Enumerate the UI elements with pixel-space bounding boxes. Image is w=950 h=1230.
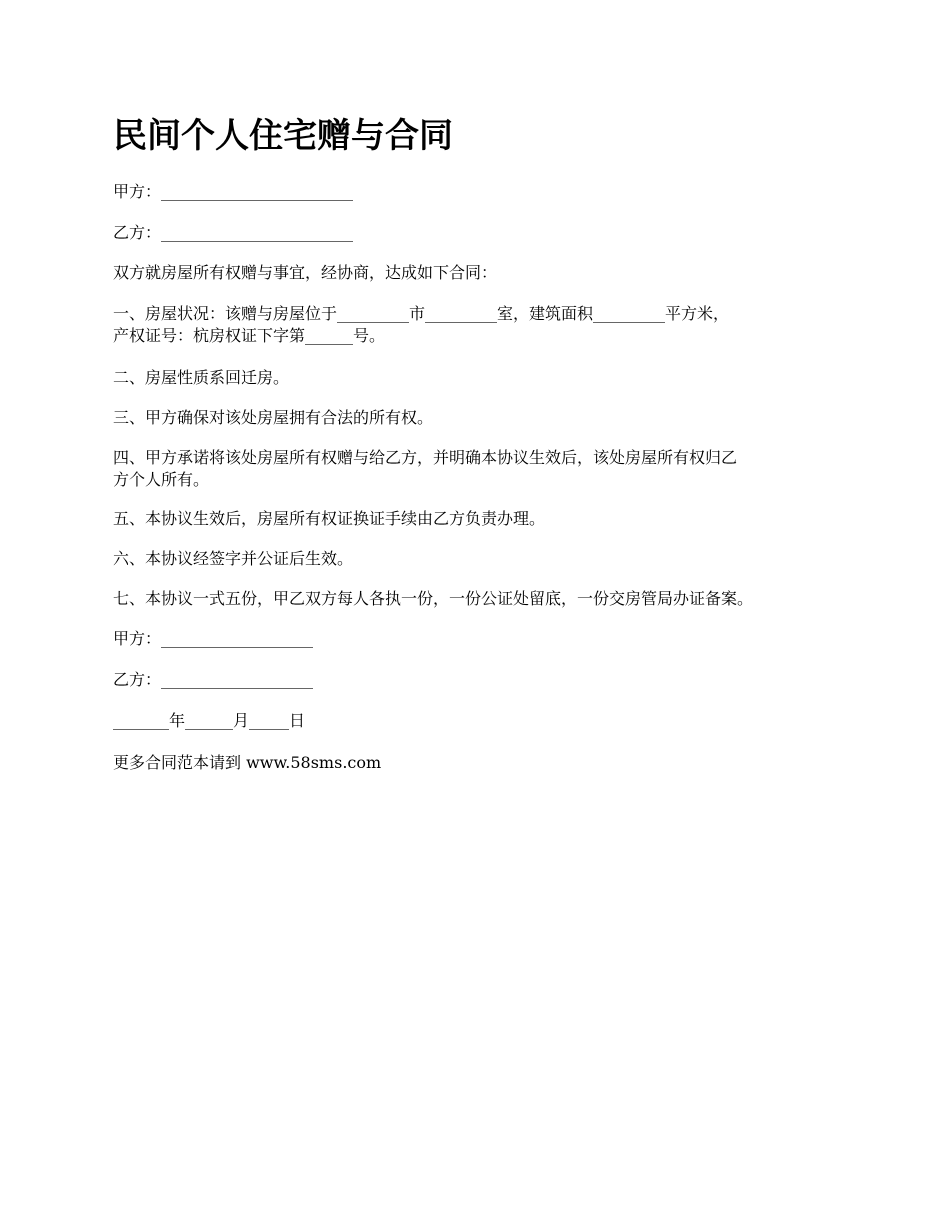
intro-paragraph: 双方就房屋所有权赠与事宜，经协商，达成如下合同：	[113, 263, 498, 282]
date-line: _______年______月_____日	[113, 711, 306, 730]
clause-5: 五、本协议生效后，房屋所有权证换证手续由乙方负责办理。	[113, 509, 546, 528]
clause-1-line-2: 产权证号：杭房权证下字第______号。	[113, 326, 386, 345]
clause-7: 七、本协议一式五份，甲乙双方每人各执一份，一份公证处留底，一份交房管局办证备案。	[113, 589, 754, 608]
party-b-line: 乙方：________________________	[113, 223, 354, 242]
clause-3: 三、甲方确保对该处房屋拥有合法的所有权。	[113, 408, 434, 427]
clause-4	[113, 447, 853, 491]
signature-party-b: 乙方：___________________	[113, 670, 314, 689]
party-a-line: 甲方：________________________	[113, 182, 354, 201]
clause-6: 六、本协议经签字并公证后生效。	[113, 549, 354, 568]
clause-4-line-1: 四、甲方承诺将该处房屋所有权赠与给乙方，并明确本协议生效后，该处房屋所有权归乙	[113, 448, 738, 467]
document-title: 民间个人住宅赠与合同	[113, 116, 453, 156]
clause-1-line-1: 一、房屋状况：该赠与房屋位于_________市_________室，建筑面积_________平方米，	[113, 304, 730, 323]
clause-4-line-2: 方个人所有。	[113, 470, 210, 489]
footer-link-text: 更多合同范本请到 www.58sms.com	[113, 753, 382, 772]
clause-1	[113, 303, 853, 347]
signature-party-a: 甲方：___________________	[113, 629, 314, 648]
clause-2: 二、房屋性质系回迁房。	[113, 368, 290, 387]
